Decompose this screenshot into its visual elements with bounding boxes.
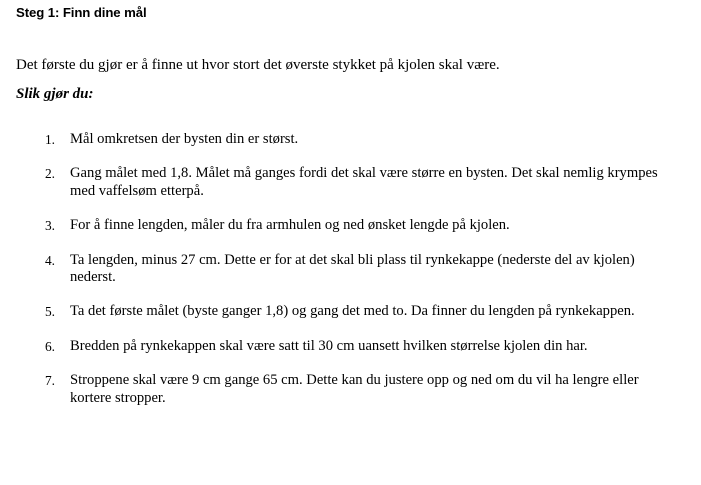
list-item: [0, 165, 701, 200]
list-item: [0, 338, 701, 355]
list-item-marker: 7.: [44, 373, 55, 389]
instruction-list: [0, 131, 701, 407]
list-item: [0, 303, 701, 320]
list-item-text: Mål omkretsen der bysten din er størst.: [70, 131, 299, 147]
list-item-marker: 6.: [44, 338, 55, 354]
list-item: [0, 252, 701, 287]
list-item-marker: 1.: [44, 132, 55, 147]
list-item: [0, 217, 701, 234]
subheading: Slik gjør du:: [16, 86, 94, 102]
intro-paragraph: Det første du gjør er å finne ut hvor stort det øverste stykket på kjolen skal være.: [16, 57, 500, 73]
list-item-text: Bredden på rynkekappen skal være satt til 30 cm uansett hvilken størrelse kjolen din har.: [70, 337, 588, 354]
list-item: [0, 372, 701, 407]
list-item-marker: 2.: [44, 166, 55, 182]
list-item-text: Ta det første målet (byste ganger 1,8) og gang det med to. Da finner du lengden på rynkekappen.: [70, 303, 635, 320]
list-item-marker: 4.: [44, 252, 55, 268]
list-item-text: Stroppene skal være 9 cm gange 65 cm. Dette kan du justere opp og ned om du vil ha lengre eller kortere stropper.: [70, 372, 639, 406]
list-item-text: For å finne lengden, måler du fra armhulen og ned ønsket lengde på kjolen.: [70, 217, 510, 234]
list-item-text: Gang målet med 1,8. Målet må ganges fordi det skal være større en bysten. Det skal nemlig krympes med vaffelsøm etterpå.: [70, 165, 658, 199]
page-title: Steg 1: Finn dine mål: [16, 5, 147, 20]
list-item: [0, 131, 701, 148]
list-item-text: Ta lengden, minus 27 cm. Dette er for at det skal bli plass til rynkekappe (nederste del av kjolen) nederst.: [70, 251, 635, 286]
list-item-marker: 3.: [44, 218, 55, 234]
list-item-marker: 5.: [44, 304, 55, 320]
